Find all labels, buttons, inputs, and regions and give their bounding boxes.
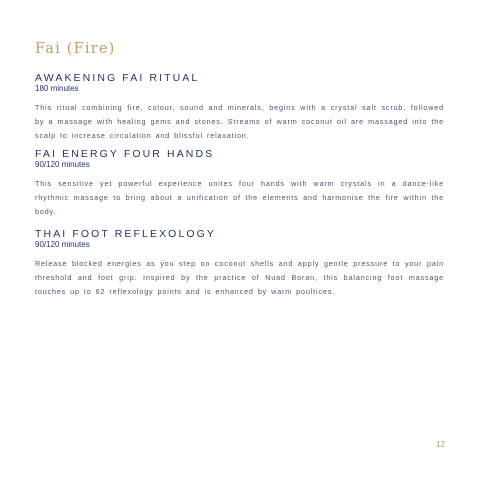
treatment-name: FAI ENERGY FOUR HANDS [35, 148, 215, 160]
treatment-description: This ritual combining fire, colour, sound and minerals, begins with a crystal salt scrub, followed by a massage with healing gems and stones. Streams of warm coconut oil are massaged into the scalp to increase circulation and blissful relaxation. [35, 103, 444, 140]
treatment-duration: 180 minutes [35, 84, 79, 93]
page-title: Fai (Fire) [35, 41, 116, 57]
treatment-thai-foot-reflexology [35, 228, 444, 299]
page-number: 12 [436, 440, 445, 449]
treatment-name: THAI FOOT REFLEXOLOGY [35, 228, 217, 240]
treatment-duration: 90/120 minutes [35, 240, 90, 249]
treatment-fai-energy-four-hands [35, 148, 444, 219]
treatment-awakening-fai-ritual [35, 72, 444, 143]
treatment-duration: 90/120 minutes [35, 160, 90, 169]
treatment-description: Release blocked energies as you step on coconut shells and apply gentle pressure to your pain threshold and foot grip. Inspired by the practice of Nuad Boran, this balancing foot massage touches up to 62 reflexology points and is enhanced by warm poultices. [35, 259, 444, 296]
treatment-name: AWAKENING FAI RITUAL [35, 72, 200, 84]
treatment-description: This sensitive yet powerful experience unites four hands with warm crystals in a dance-like rhythmic massage to bring about a unification of the elements and harmonise the fire within the body. [35, 179, 444, 216]
